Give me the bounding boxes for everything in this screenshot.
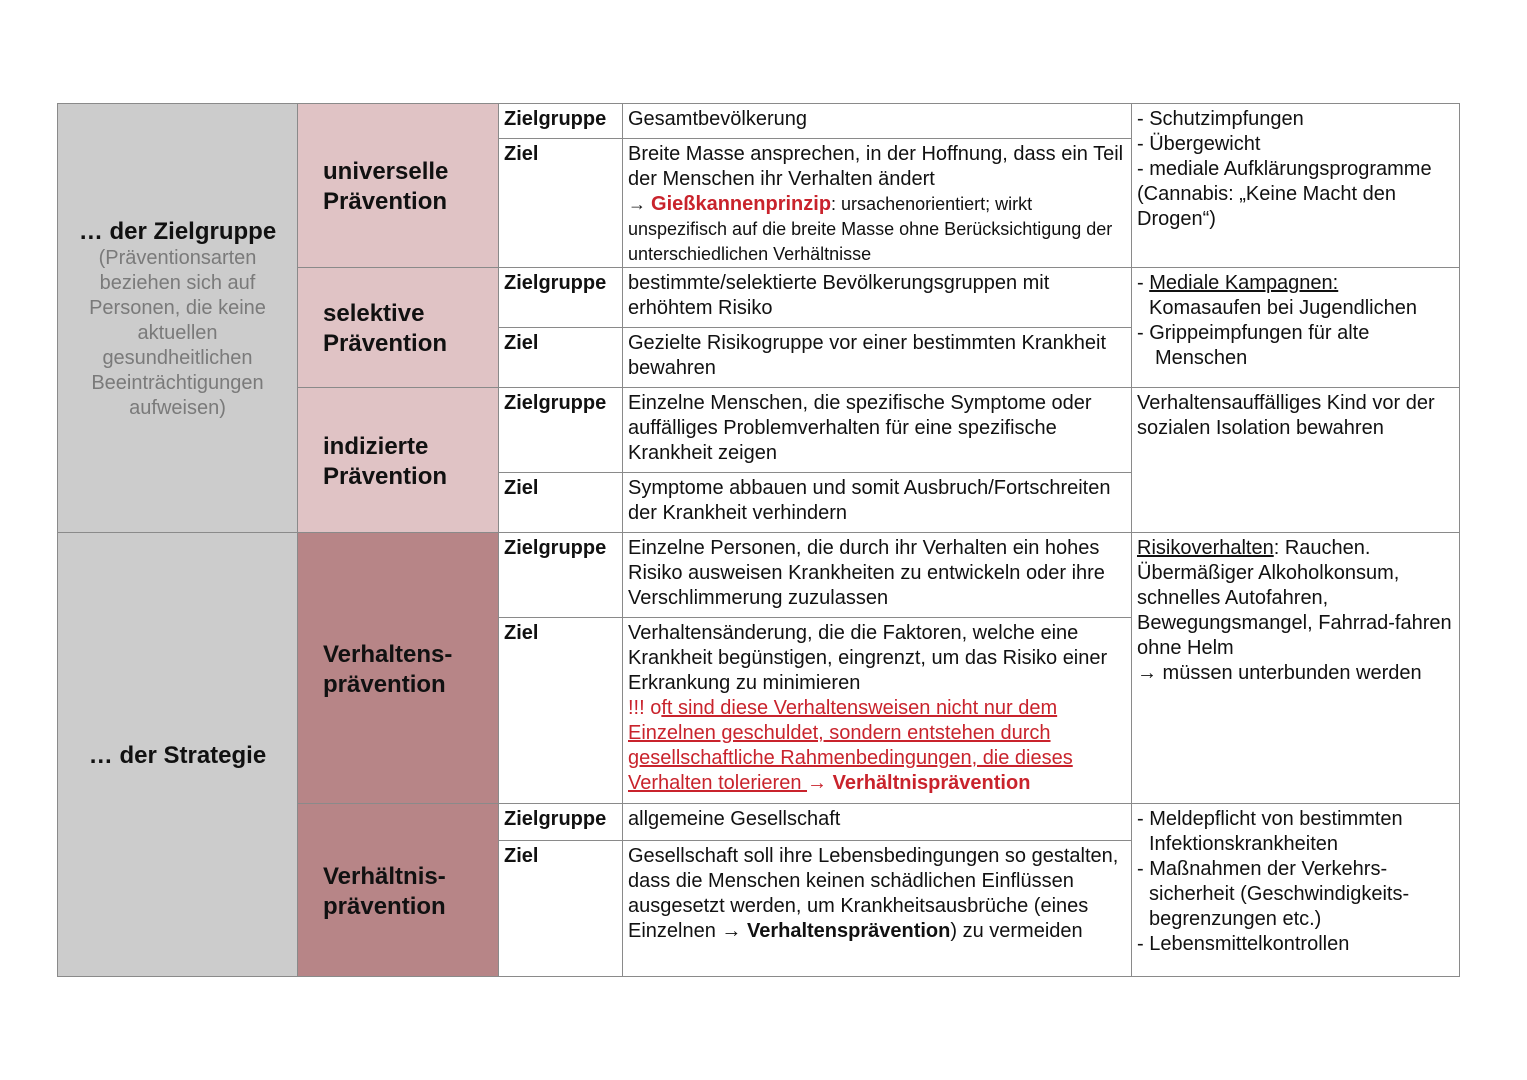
ziel-value: Gesellschaft soll ihre Lebensbedingungen so gestalten, dass die Menschen keinen schädlichen Einflüssen ausgesetzt werden, um Krankheitsausbrüche (eines Einzelnen → Verhaltensprävention) zu vermeiden	[623, 841, 1132, 977]
ziel-value: Gezielte Risikogruppe vor einer bestimmten Krankheit bewahren	[623, 328, 1132, 388]
label-zielgruppe: Zielgruppe	[499, 533, 623, 618]
label-ziel: Ziel	[499, 473, 623, 533]
ziel-value: Breite Masse ansprechen, in der Hoffnung, dass ein Teil der Menschen ihr Verhalten ändert → Gießkannenprinzip: ursachenorientiert; wirkt unspezifisch auf die breite Masse ohne Berücksichtigung der unterschiedlichen Verhältnisse	[623, 139, 1132, 268]
label-zielgruppe: Zielgruppe	[499, 388, 623, 473]
label-ziel: Ziel	[499, 328, 623, 388]
examples-selektiv: - Mediale Kampagnen: Komasaufen bei Jugendlichen - Grippeimpfungen für alte Menschen	[1132, 268, 1460, 388]
type-selektiv: selektive Prävention	[298, 268, 499, 388]
section-title: … der Zielgruppe	[78, 218, 277, 245]
examples-verhalten: Risikoverhalten: Rauchen. Übermäßiger Alkoholkonsum, schnelles Autofahren, Bewegungsmangel, Fahrrad-fahren ohne Helm → müssen unterbunden werden	[1132, 533, 1460, 804]
zielgruppe-value: bestimmte/selektierte Bevölkerungsgruppen mit erhöhtem Risiko	[623, 268, 1132, 328]
label-zielgruppe: Zielgruppe	[499, 268, 623, 328]
examples-universell: - Schutzimpfungen - Übergewicht - mediale Aufklärungsprogramme (Cannabis: „Keine Macht den Drogen“)	[1132, 104, 1460, 268]
section-strategie	[58, 533, 298, 977]
examples-verhaeltnis: - Meldepflicht von bestimmten Infektionskrankheiten - Maßnahmen der Verkehrs- sicherheit (Geschwindigkeits- begrenzungen etc.) - Lebensmittelkontrollen	[1132, 804, 1460, 977]
label-ziel: Ziel	[499, 618, 623, 804]
prevention-table	[57, 103, 1460, 977]
label-ziel: Ziel	[499, 841, 623, 977]
section-zielgruppe	[58, 104, 298, 533]
section-subtitle: (Präventionsarten beziehen sich auf Personen, die keine aktuellen gesundheitlichen Beeinträchtigungen aufweisen)	[89, 247, 266, 419]
zielgruppe-value: allgemeine Gesellschaft	[623, 804, 1132, 841]
zielgruppe-value: Gesamtbevölkerung	[623, 104, 1132, 139]
label-zielgruppe: Zielgruppe	[499, 104, 623, 139]
type-verhaeltnis: Verhältnis- prävention	[298, 804, 499, 977]
ziel-value: Verhaltensänderung, die die Faktoren, welche eine Krankheit begünstigen, eingrenzt, um das Risiko einer Erkrankung zu minimieren !!! oft sind diese Verhaltensweisen nicht nur dem Einzelnen geschuldet, sondern entstehen durch gesellschaftliche Rahmenbedingungen, die dieses Verhalten tolerieren → Verhältnisprävention	[623, 618, 1132, 804]
type-universell: universelle Prävention	[298, 104, 499, 268]
zielgruppe-value: Einzelne Menschen, die spezifische Symptome oder auffälliges Problemverhalten für eine spezifische Krankheit zeigen	[623, 388, 1132, 473]
section-title: … der Strategie	[88, 742, 267, 769]
label-zielgruppe: Zielgruppe	[499, 804, 623, 841]
label-ziel: Ziel	[499, 139, 623, 268]
ziel-value: Symptome abbauen und somit Ausbruch/Fortschreiten der Krankheit verhindern	[623, 473, 1132, 533]
type-verhalten: Verhaltens- prävention	[298, 533, 499, 804]
type-indiziert: indizierte Prävention	[298, 388, 499, 533]
zielgruppe-value: Einzelne Personen, die durch ihr Verhalten ein hohes Risiko ausweisen Krankheiten zu entwickeln oder ihre Verschlimmerung zuzulassen	[623, 533, 1132, 618]
examples-indiziert: Verhaltensauffälliges Kind vor der sozialen Isolation bewahren	[1132, 388, 1460, 533]
